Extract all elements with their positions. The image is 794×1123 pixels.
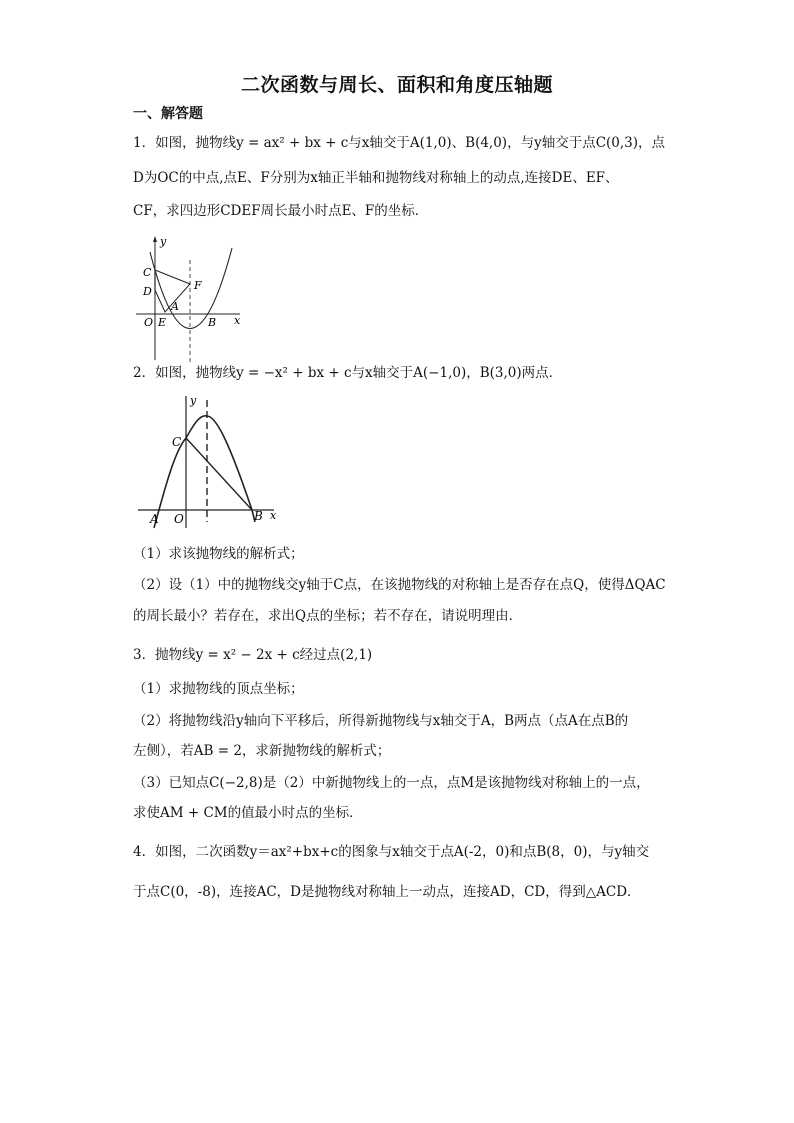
q4-line-2: 于点C(0，-8)，连接AC，D是抛物线对称轴上一动点，连接AD，CD，得到△ACD． <box>133 884 641 900</box>
q2-sub-2-line-1: （2）设（1）中的抛物线交y轴于C点，在该抛物线的对称轴上是否存在点Q，使得ΔQAC <box>133 577 666 593</box>
q1-label-d: D <box>143 285 152 298</box>
q1-label-f: F <box>194 279 202 292</box>
q3-sub-2-line-2: 左侧），若AB = 2，求新抛物线的解析式； <box>133 743 391 759</box>
q2-sub-1: （1）求该抛物线的解析式； <box>133 546 304 562</box>
q2-label-c: C <box>172 435 182 449</box>
q3-line-1: 3．抛物线y = x² − 2x + c经过点(2,1) <box>133 647 373 663</box>
q2-label-o: O <box>174 512 184 526</box>
q1-line-3: CF，求四边形CDEF周长最小时点E、F的坐标． <box>133 203 429 219</box>
q3-sub-2-line-1: （2）将抛物线沿y轴向下平移后，所得新抛物线与x轴交于A，B两点（点A在点B的 <box>133 713 629 729</box>
q1-label-a: A <box>171 300 179 313</box>
q1-label-y: y <box>160 235 167 248</box>
section-heading: 一、解答题 <box>133 106 203 122</box>
q2-cb-segment <box>186 438 252 510</box>
q1-label-x: x <box>234 314 241 327</box>
q1-line-2: D为OC的中点,点E、F分别为x轴正半轴和抛物线对称轴上的动点,连接DE、EF、 <box>133 170 619 186</box>
page-title: 二次函数与周长、面积和角度压轴题 <box>240 74 553 96</box>
q3-sub-1: （1）求抛物线的顶点坐标； <box>133 681 304 697</box>
q1-figure <box>128 232 248 364</box>
q1-line-1: 1．如图，抛物线y = ax² + bx + c与x轴交于A(1,0)、B(4,0)，与y轴交于点C(0,3)，点 <box>133 135 666 151</box>
q3-sub-3-line-1: （3）已知点C(−2,8)是（2）中新抛物线上的一点，点M是该抛物线对称轴上的一点， <box>133 775 650 791</box>
q3-sub-3-line-2: 求使AM + CM的值最小时点的坐标． <box>133 805 363 821</box>
q1-y-arrow <box>153 236 157 242</box>
q1-label-e: E <box>158 316 167 329</box>
q1-label-c: C <box>143 266 152 279</box>
q2-parabola <box>154 416 255 528</box>
q2-sub-2-line-2: 的周长最小？若存在，求出Q点的坐标；若不存在，请说明理由． <box>133 608 523 624</box>
q2-figure <box>134 392 284 532</box>
q2-label-y: y <box>190 394 197 407</box>
q4-line-1: 4．如图，二次函数y＝ax²+bx+c的图象与x轴交于点A(-2，0)和点B(8，0)，与y轴交 <box>133 844 650 860</box>
q2-line-1: 2．如图，抛物线y = −x² + bx + c与x轴交于A(−1,0)，B(3,0)两点． <box>133 365 563 381</box>
q2-label-x: x <box>270 509 277 522</box>
q1-label-o: O <box>144 316 154 329</box>
q2-label-a: A <box>150 512 159 526</box>
q1-label-b: B <box>208 316 217 329</box>
q2-label-b: B <box>254 509 263 523</box>
